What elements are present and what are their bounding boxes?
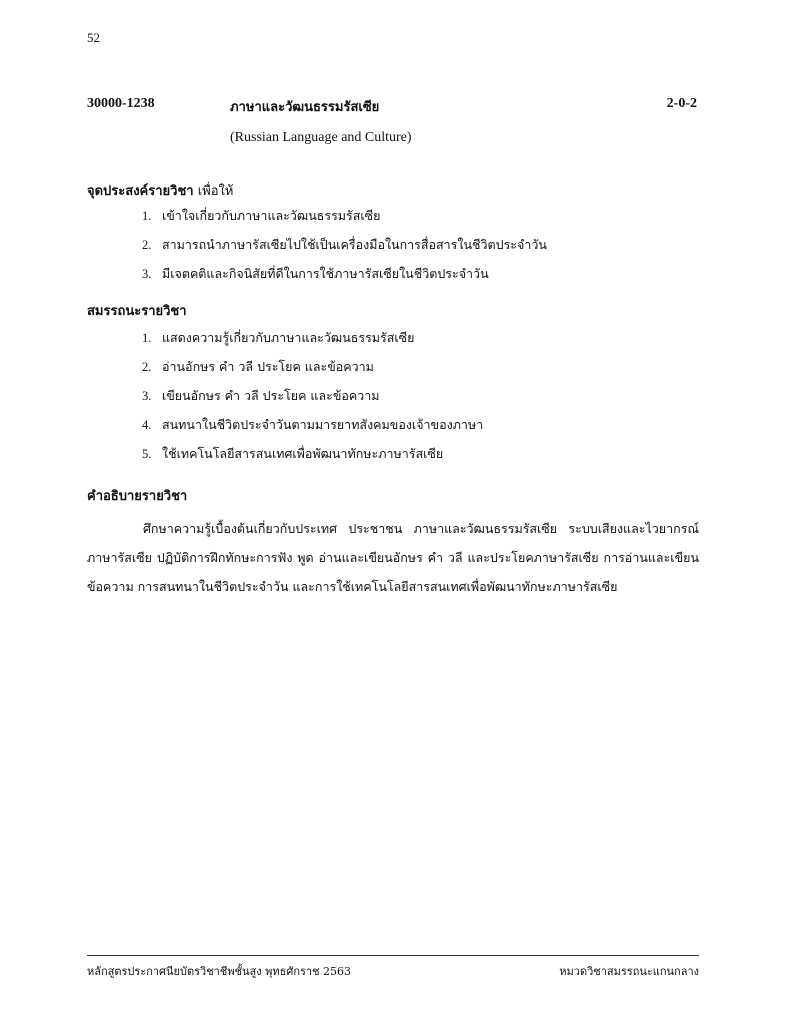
competency-number: 2.: [142, 360, 152, 374]
competency-item: [142, 327, 483, 356]
objective-text: มีเจตคติและกิจนิสัยที่ดีในการใช้ภาษารัสเซียในชีวิตประจำวัน: [161, 266, 489, 281]
competency-text: สนทนาในชีวิตประจำวันตามมารยาทสังคมของเจ้าของภาษา: [161, 417, 484, 432]
course-credits: 2-0-2: [666, 96, 697, 111]
objective-text: สามารถนำภาษารัสเซียไปใช้เป็นเครื่องมือในการสื่อสารในชีวิตประจำวัน: [161, 237, 547, 252]
footer-category: หมวดวิชาสมรรถนะแกนกลาง: [559, 965, 699, 978]
footer-curriculum: หลักสูตรประกาศนียบัตรวิชาชีพชั้นสูง พุทธศักราช 2563: [87, 965, 352, 978]
objectives-heading-suffix: เพื่อให้: [193, 184, 234, 199]
objective-text: เข้าใจเกี่ยวกับภาษาและวัฒนธรรมรัสเซีย: [161, 208, 381, 223]
competency-text: แสดงความรู้เกี่ยวกับภาษาและวัฒนธรรมรัสเซีย: [161, 330, 415, 345]
competency-text: ใช้เทคโนโลยีสารสนเทศเพื่อพัฒนาทักษะภาษารัสเซีย: [161, 446, 444, 461]
competencies-list: [142, 327, 483, 472]
competency-item: [142, 356, 483, 385]
competency-text: อ่านอักษร คำ วลี ประโยค และข้อความ: [161, 359, 374, 374]
description-text: ศึกษาความรู้เบื้องต้นเกี่ยวกับประเทศ ประชาชน ภาษาและวัฒนธรรมรัสเซีย ระบบเสียงและไวยากรณ์ภาษารัสเซีย ปฏิบัติการฝึกทักษะการฟัง พูด อ่านและเขียนอักษร คำ วลี และประโยคภาษารัสเซีย การอ่านและเขียนข้อความ การสนทนาในชีวิตประจำวัน และการใช้เทคโนโลยีสารสนเทศเพื่อพัฒนาทักษะภาษารัสเซีย: [87, 521, 699, 594]
objectives-heading-label: จุดประสงค์รายวิชา: [87, 184, 194, 199]
objective-item: [142, 263, 547, 292]
competency-item: [142, 443, 483, 472]
description-heading: คำอธิบายรายวิชา: [87, 489, 188, 504]
course-title-thai: ภาษาและวัฒนธรรมรัสเซีย: [230, 100, 380, 115]
course-title-english: (Russian Language and Culture): [230, 130, 412, 145]
objective-item: [142, 205, 547, 234]
objectives-list: [142, 205, 547, 292]
competency-text: เขียนอักษร คำ วลี ประโยค และข้อความ: [161, 388, 380, 403]
competency-number: 3.: [142, 389, 152, 403]
footer-divider: [87, 955, 699, 956]
competency-number: 4.: [142, 418, 152, 432]
competency-number: 1.: [142, 331, 152, 345]
competency-item: [142, 385, 483, 414]
competency-number: 5.: [142, 447, 152, 461]
objective-number: 1.: [142, 209, 152, 223]
page-number: 52: [87, 30, 100, 45]
competencies-heading: สมรรถนะรายวิชา: [87, 304, 187, 319]
course-code: 30000-1238: [87, 96, 155, 111]
objectives-heading: [87, 180, 233, 201]
competency-item: [142, 414, 483, 443]
objective-number: 2.: [142, 238, 152, 252]
course-header: [87, 96, 697, 118]
objective-number: 3.: [142, 267, 152, 281]
objective-item: [142, 234, 547, 263]
